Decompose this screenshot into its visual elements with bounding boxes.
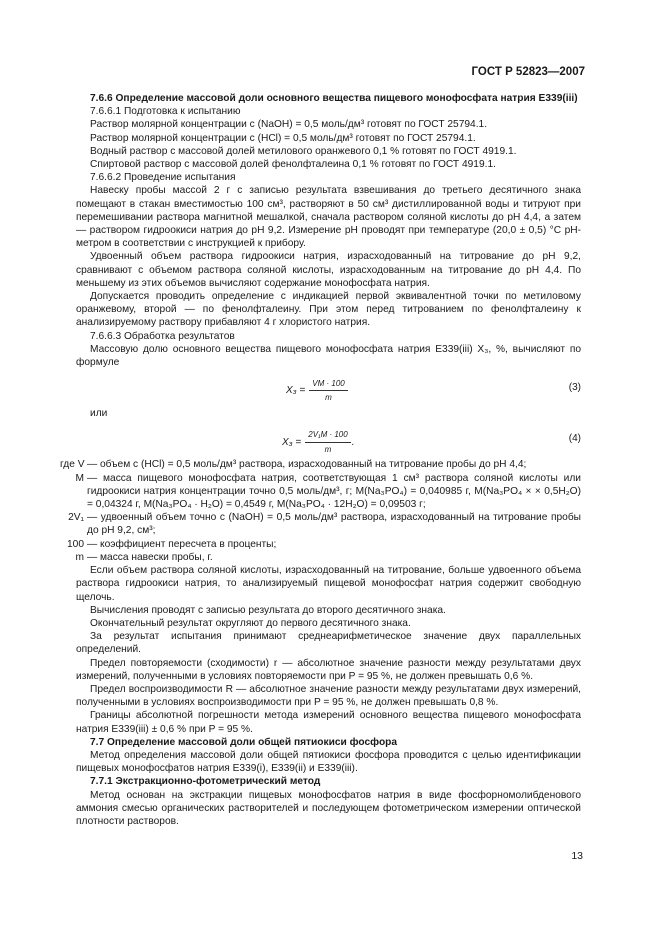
paragraph: Навеску пробы массой 2 г с записью результата взвешивания до третьего десятичного знака помещают в стакан вместимостью 100 см³, растворяют в 50 см³ дистиллированной воды и титруют при перемешивании раствора магнитной мешалкой, сначала раствором соляной кислоты до рН 4,4, а затем — раствором гидроокиси натрия до рН 9,2. Измерение рН проводят при температуре (20,0 ± 0,5) °С рН-метром в соответствии с инструкцией к прибору. xyxy=(76,185,581,250)
paragraph: 7.6.6.2 Проведение испытания xyxy=(90,172,236,184)
formula-4-lhs: X₃ = xyxy=(282,436,302,448)
paragraph: Предел повторяемости (сходимости) r — абсолютное значение разности между результатами двух измерений, полученными в условиях повторяемости при P = 95 %, не должен превышать 0,6 %. xyxy=(76,657,581,682)
definition-text: — масса пищевого монофосфата натрия, соответствующая 1 см³ раствора соляной кислоты или гидроокиси натрия концентрации точно 0,5 моль/дм³, г; M(Na₃PO₄) = 0,040985 г, M(Na₃PO₄ × × 0,5H₂O) = 0,04324 г, M(Na₃PO₄ · H₂O) = 0,4549 г, M(Na₃PO₄ · 12H₂O) = 0,09503 г; xyxy=(87,472,581,511)
formula-3-expression xyxy=(286,377,348,404)
paragraph: Удвоенный объем раствора гидроокиси натрия, израсходованный на титрование до рН 9,2, сравнивают с объемом раствора соляной кислоты, израсходованным на титрование до рН 4,4. По меньшему из этих объемов вычисляют содержание монофосфата натрия. xyxy=(76,251,581,289)
document-header: ГОСТ Р 52823—2007 xyxy=(471,66,585,78)
formula-4-denominator: m xyxy=(324,444,332,454)
definition-symbol: m xyxy=(75,551,84,563)
definition-symbol: где V xyxy=(60,459,85,471)
formula-3-fraction xyxy=(309,377,347,404)
definition-text: — удвоенный объем точно с (NaOH) = 0,5 моль/дм³ раствора, израсходованный на титрование пробы до рН 9,2, см³; xyxy=(87,512,581,537)
variable-definitions xyxy=(60,458,581,564)
formula-3-denominator: m xyxy=(325,393,332,403)
page-content xyxy=(60,92,581,828)
definition-row xyxy=(68,511,581,537)
formula-3-numerator: VM · 100 xyxy=(309,377,347,391)
text-section-1 xyxy=(76,92,581,369)
paragraph: 7.6.6.3 Обработка результатов xyxy=(90,330,235,342)
definition-text: — масса навески пробы, г. xyxy=(87,551,213,563)
definition-row xyxy=(76,472,581,512)
paragraph: Раствор молярной концентрации с (HCl) = 0,5 моль/дм³ готовят по ГОСТ 25794.1. xyxy=(90,132,476,144)
definition-symbol: M xyxy=(75,472,84,484)
paragraph: Раствор молярной концентрации с (NaOH) = 0,5 моль/дм³ готовят по ГОСТ 25794.1. xyxy=(90,119,488,131)
formula-4-number: (4) xyxy=(568,433,581,445)
paragraph: Границы абсолютной погрешности метода измерений основного вещества пищевого монофосфата натрия Е339(iii) ± 0,6 % при P = 95 %. xyxy=(76,710,581,735)
formula-3-number: (3) xyxy=(568,382,581,394)
formula-4 xyxy=(76,426,581,452)
formula-4-tail: . xyxy=(351,436,355,448)
formula-4-expression xyxy=(282,428,354,455)
paragraph: Предел воспроизводимости R — абсолютное значение разности между результатами двух измерений, полученными в условиях воспроизводимости при P = 95 %, не должен превышать 0,8 %. xyxy=(76,683,581,709)
definition-symbol: 2V₁ xyxy=(68,512,84,524)
text-section-2 xyxy=(76,564,581,828)
or-word: или xyxy=(90,408,108,420)
page-number: 13 xyxy=(571,850,583,862)
paragraph: За результат испытания принимают среднеарифметическое значение двух параллельных определений. xyxy=(76,631,581,656)
paragraph: Водный раствор с массовой долей метилового оранжевого 0,1 % готовят по ГОСТ 4919.1. xyxy=(90,145,517,157)
paragraph: Спиртовой раствор с массовой долей фенолфталеина 0,1 % готовят по ГОСТ 4919.1. xyxy=(90,159,496,171)
definition-text: — объем с (HCl) = 0,5 моль/дм³ раствора, израсходованный на титрование пробы до рН 4,4; xyxy=(87,459,527,471)
paragraph: Массовую долю основного вещества пищевого монофосфата натрия Е339(iii) X₃, %, вычисляют по формуле xyxy=(76,343,581,369)
formula-4-numerator: 2V₁M · 100 xyxy=(305,428,350,442)
formula-3-lhs: X₃ = xyxy=(286,385,306,397)
paragraph: 7.6.6.1 Подготовка к испытанию xyxy=(90,106,241,118)
definition-row xyxy=(67,538,581,551)
section-heading: 7.6.6 Определение массовой доли основного вещества пищевого монофосфата натрия Е339(iii) xyxy=(90,93,578,104)
definition-symbol: 100 xyxy=(67,538,84,550)
paragraph: Метод определения массовой доли общей пятиокиси фосфора проводится с целью идентификации пищевых монофосфатов натрия Е339(i), Е339(ii) и Е339(iii). xyxy=(76,749,581,775)
paragraph: Окончательный результат округляют до первого десятичного знака. xyxy=(90,617,411,629)
definition-text: — коэффициент пересчета в проценты; xyxy=(87,538,277,550)
section-heading: 7.7 Определение массовой доли общей пятиокиси фосфора xyxy=(90,736,398,748)
formula-4-fraction xyxy=(305,428,350,455)
paragraph: Если объем раствора соляной кислоты, израсходованный на титрование, больше удвоенного объема раствора гидроокиси натрия, то анализируемый пищевой монофосфат натрия содержит свободную щелочь. xyxy=(76,565,581,603)
formula-3 xyxy=(76,375,581,401)
paragraph: Вычисления проводят с записью результата до второго десятичного знака. xyxy=(90,604,446,616)
definition-row xyxy=(76,551,581,564)
paragraph: Метод основан на экстракции пищевых монофосфатов натрия в виде фосфорномолибденового аммония смесью органических растворителей и последующем фотометрическом измерении оптической плотности растворов. xyxy=(76,789,581,827)
paragraph: Допускается проводить определение с индикацией первой эквивалентной точки по метиловому оранжевому, второй — по фенолфталеину. При этом перед титрованием по фенолфталеину к анализируемому раствору прибавляют 4 г хлористого натрия. xyxy=(76,291,581,329)
section-heading: 7.7.1 Экстракционно-фотометрический метод xyxy=(90,776,321,788)
definition-row xyxy=(60,458,581,471)
